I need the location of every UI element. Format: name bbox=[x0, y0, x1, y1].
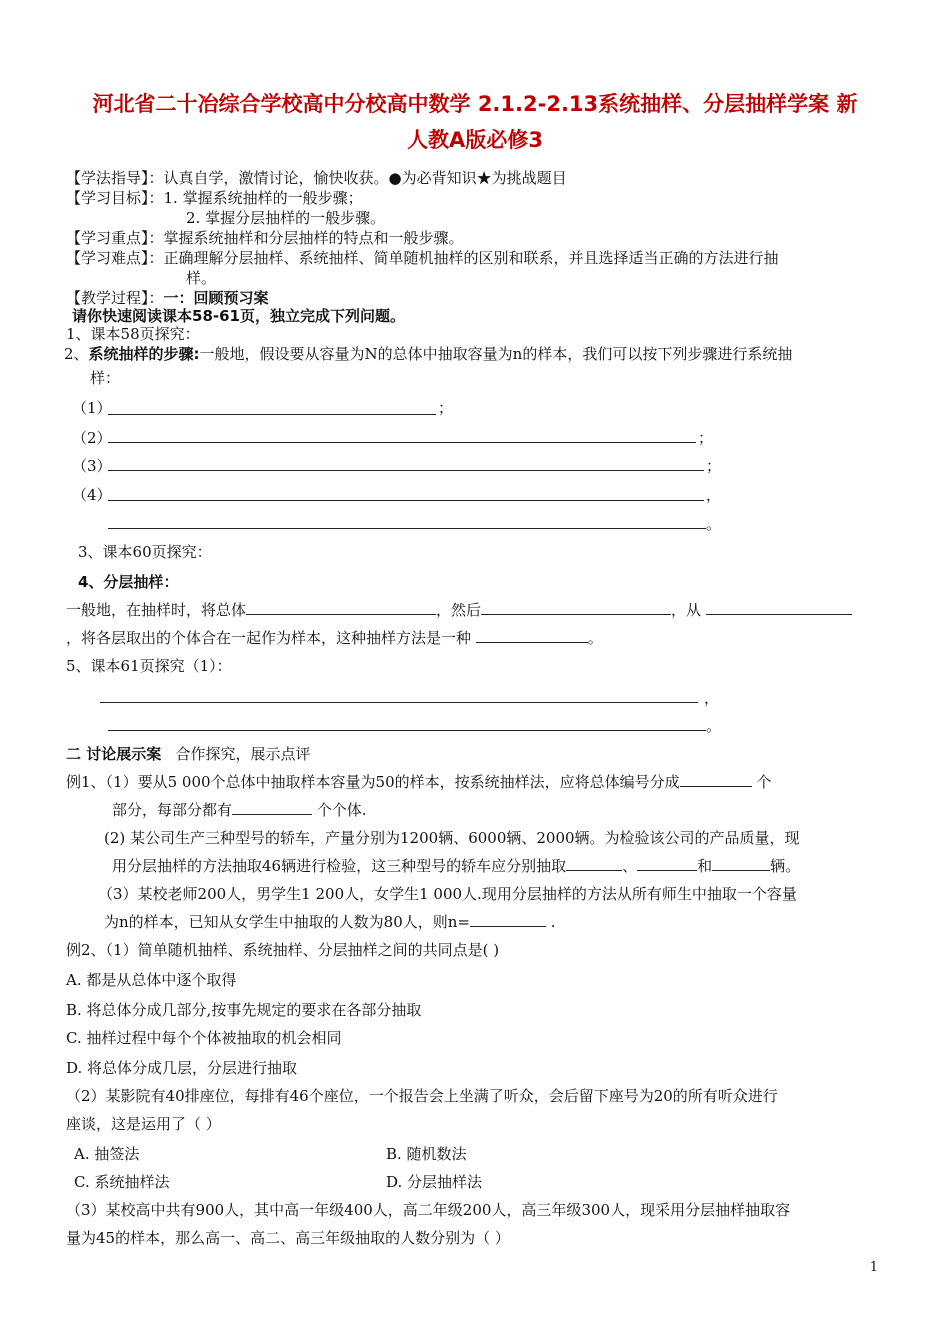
e1-1-blank-2[interactable] bbox=[232, 804, 312, 815]
example-1-2-cont bbox=[112, 856, 800, 876]
goal-2: 2. 掌握分层抽样的一般步骤。 bbox=[186, 209, 386, 227]
e1-3-blank[interactable] bbox=[470, 916, 546, 927]
strat-part-e: 。 bbox=[587, 629, 603, 647]
e2-2-option-d: D. 分层抽样法 bbox=[386, 1173, 483, 1191]
e2-1-option-a: A. 都是从总体中逐个取得 bbox=[66, 971, 237, 989]
e2-2-option-a: A. 抽签法 bbox=[74, 1145, 140, 1163]
item5-blank-2[interactable] bbox=[108, 730, 706, 731]
teaching-process bbox=[66, 288, 269, 308]
e1-2-text-c: 、 bbox=[622, 857, 638, 875]
e1-2-blank-2[interactable] bbox=[637, 856, 697, 871]
example-1-2: (2) 某公司生产三种型号的轿车，产量分别为1200辆、6000辆、2000辆。为检验该公司的产品质量，现 bbox=[104, 829, 800, 847]
e2-1-option-d: D. 将总体分成几层，分层进行抽取 bbox=[66, 1059, 298, 1077]
step-2-label: （2） bbox=[72, 429, 112, 447]
preview-item-1: 1、课本58页探究： bbox=[66, 325, 200, 343]
strat-part-d: ，将各层取出的个体合在一起作为样本，这种抽样方法是一种 bbox=[66, 629, 472, 647]
strat-blank-4[interactable] bbox=[476, 628, 588, 643]
step-1-blank[interactable] bbox=[108, 414, 436, 415]
example-1-3-cont bbox=[104, 912, 556, 932]
item2-heading: 系统抽样的步骤: bbox=[88, 345, 200, 363]
discussion-subtitle: 合作探究，展示点评 bbox=[175, 745, 311, 763]
discussion-heading bbox=[66, 744, 311, 764]
e1-2-blank-3[interactable] bbox=[712, 856, 770, 871]
strat-blank-1[interactable] bbox=[246, 600, 436, 615]
step-2-blank[interactable] bbox=[108, 442, 696, 443]
strat-blank-3[interactable] bbox=[706, 600, 852, 615]
strat-part-c: ，从 bbox=[671, 601, 702, 619]
process-value: 一：回顾预习案 bbox=[163, 289, 269, 307]
item5-end-2: 。 bbox=[706, 717, 722, 735]
preview-item-4: 4、分层抽样： bbox=[78, 573, 179, 591]
step-3-end: ； bbox=[706, 457, 722, 475]
difficulty-line1: 【学习难点】：正确理解分层抽样、系统抽样、简单随机抽样的区别和联系，并且选择适当正确的方法进行抽 bbox=[66, 249, 779, 267]
step-4-end: ， bbox=[706, 486, 722, 504]
discussion-title: 二 讨论展示案 bbox=[66, 745, 162, 763]
e2-1-option-c: C. 抽样过程中每个个体被抽取的机会相同 bbox=[66, 1029, 342, 1047]
item5-blank-1[interactable] bbox=[100, 702, 698, 703]
step-3-blank[interactable] bbox=[108, 470, 704, 471]
e2-1-option-b: B. 将总体分成几部分,按事先规定的要求在各部分抽取 bbox=[66, 1001, 422, 1019]
e1-2-text-d: 和 bbox=[697, 857, 713, 875]
example-2-1: 例2、（1）简单随机抽样、系统抽样、分层抽样之间的共同点是( ) bbox=[66, 941, 500, 959]
e1-2-blank-1[interactable] bbox=[566, 856, 622, 871]
preview-item-2-cont: 样： bbox=[90, 369, 121, 387]
preview-item-2 bbox=[64, 344, 792, 364]
e1-3-text-b: 为n的样本，已知从女学生中抽取的人数为80人，则n= bbox=[104, 913, 470, 931]
stratified-sentence-cont bbox=[66, 628, 603, 648]
item5-end-1: ， bbox=[704, 689, 720, 707]
example-2-3: （3）某校高中共有900人，其中高一年级400人，高二年级200人，高三年级300人，现采用分层抽样抽取容 bbox=[66, 1201, 791, 1219]
e1-1-text: 例1、（1）要从5 000个总体中抽取样本容量为50的样本，按系统抽样法，应将总体编号分成 bbox=[66, 773, 680, 791]
study-guide: 【学法指导】：认真自学，激情讨论，愉快收获。●为必背知识★为挑战题目 bbox=[66, 169, 567, 187]
step-4-blank[interactable] bbox=[108, 500, 704, 501]
difficulty-line2: 样。 bbox=[186, 269, 217, 287]
preview-item-5: 5、课本61页探究（1）： bbox=[66, 657, 232, 675]
e2-2-option-c: C. 系统抽样法 bbox=[74, 1173, 170, 1191]
step-4-end-2: 。 bbox=[706, 515, 722, 533]
example-2-3-cont: 量为45的样本，那么高一、高二、高三年级抽取的人数分别为（ ） bbox=[66, 1229, 510, 1247]
doc-title-line1: 河北省二十冶综合学校高中分校高中数学 2.1.2-2.13系统抽样、分层抽样学案 新 bbox=[92, 92, 858, 116]
example-1-1 bbox=[66, 772, 771, 792]
page-number: 1 bbox=[869, 1260, 878, 1275]
doc-title-line2: 人教A版必修3 bbox=[407, 128, 543, 152]
step-4-blank-2[interactable] bbox=[108, 528, 706, 529]
step-2-end: ； bbox=[698, 429, 714, 447]
e2-2-option-b: B. 随机数法 bbox=[386, 1145, 467, 1163]
stratified-sentence bbox=[66, 600, 852, 620]
key-points: 【学习重点】：掌握系统抽样和分层抽样的特点和一般步骤。 bbox=[66, 229, 464, 247]
step-1-label: （1） bbox=[72, 399, 112, 417]
step-3-label: （3） bbox=[72, 457, 112, 475]
e1-1-blank-1[interactable] bbox=[680, 776, 752, 787]
example-1-3: （3）某校老师200人，男学生1 200人，女学生1 000人.现用分层抽样的方法从所有师生中抽取一个容量 bbox=[98, 885, 797, 903]
strat-part-a: 一般地，在抽样时，将总体 bbox=[66, 601, 247, 619]
e1-1-text-d: 个个体. bbox=[316, 801, 367, 819]
item2-text: 一般地，假设要从容量为N的总体中抽取容量为n的样本，我们可以按下列步骤进行系统抽 bbox=[199, 345, 793, 363]
process-label: 【教学过程】： bbox=[66, 289, 164, 307]
reading-instruction: 请你快速阅读课本58-61页，独立完成下列问题。 bbox=[72, 307, 405, 325]
strat-part-b: ，然后 bbox=[436, 601, 482, 619]
step-1-end: ； bbox=[438, 399, 454, 417]
item2-num: 2、 bbox=[64, 345, 89, 363]
example-2-2-cont: 座谈，这是运用了（ ） bbox=[66, 1115, 221, 1133]
example-2-2: （2）某影院有40排座位，每排有46个座位，一个报告会上坐满了听众，会后留下座号为20的所有听众进行 bbox=[66, 1087, 778, 1105]
preview-item-3: 3、课本60页探究： bbox=[78, 543, 212, 561]
step-4-label: （4） bbox=[72, 486, 112, 504]
e1-3-text-c: . bbox=[550, 913, 556, 931]
e1-2-text-b: 用分层抽样的方法抽取46辆进行检验，这三种型号的轿车应分别抽取 bbox=[112, 857, 567, 875]
e1-1-text-b: 个 bbox=[756, 773, 772, 791]
e1-1-text-c: 部分，每部分都有 bbox=[112, 801, 233, 819]
strat-blank-2[interactable] bbox=[481, 600, 671, 615]
e1-2-text-e: 辆。 bbox=[770, 857, 801, 875]
goal-1: 【学习目标】：1. 掌握系统抽样的一般步骤； bbox=[66, 189, 363, 207]
example-1-1-cont bbox=[112, 800, 367, 820]
